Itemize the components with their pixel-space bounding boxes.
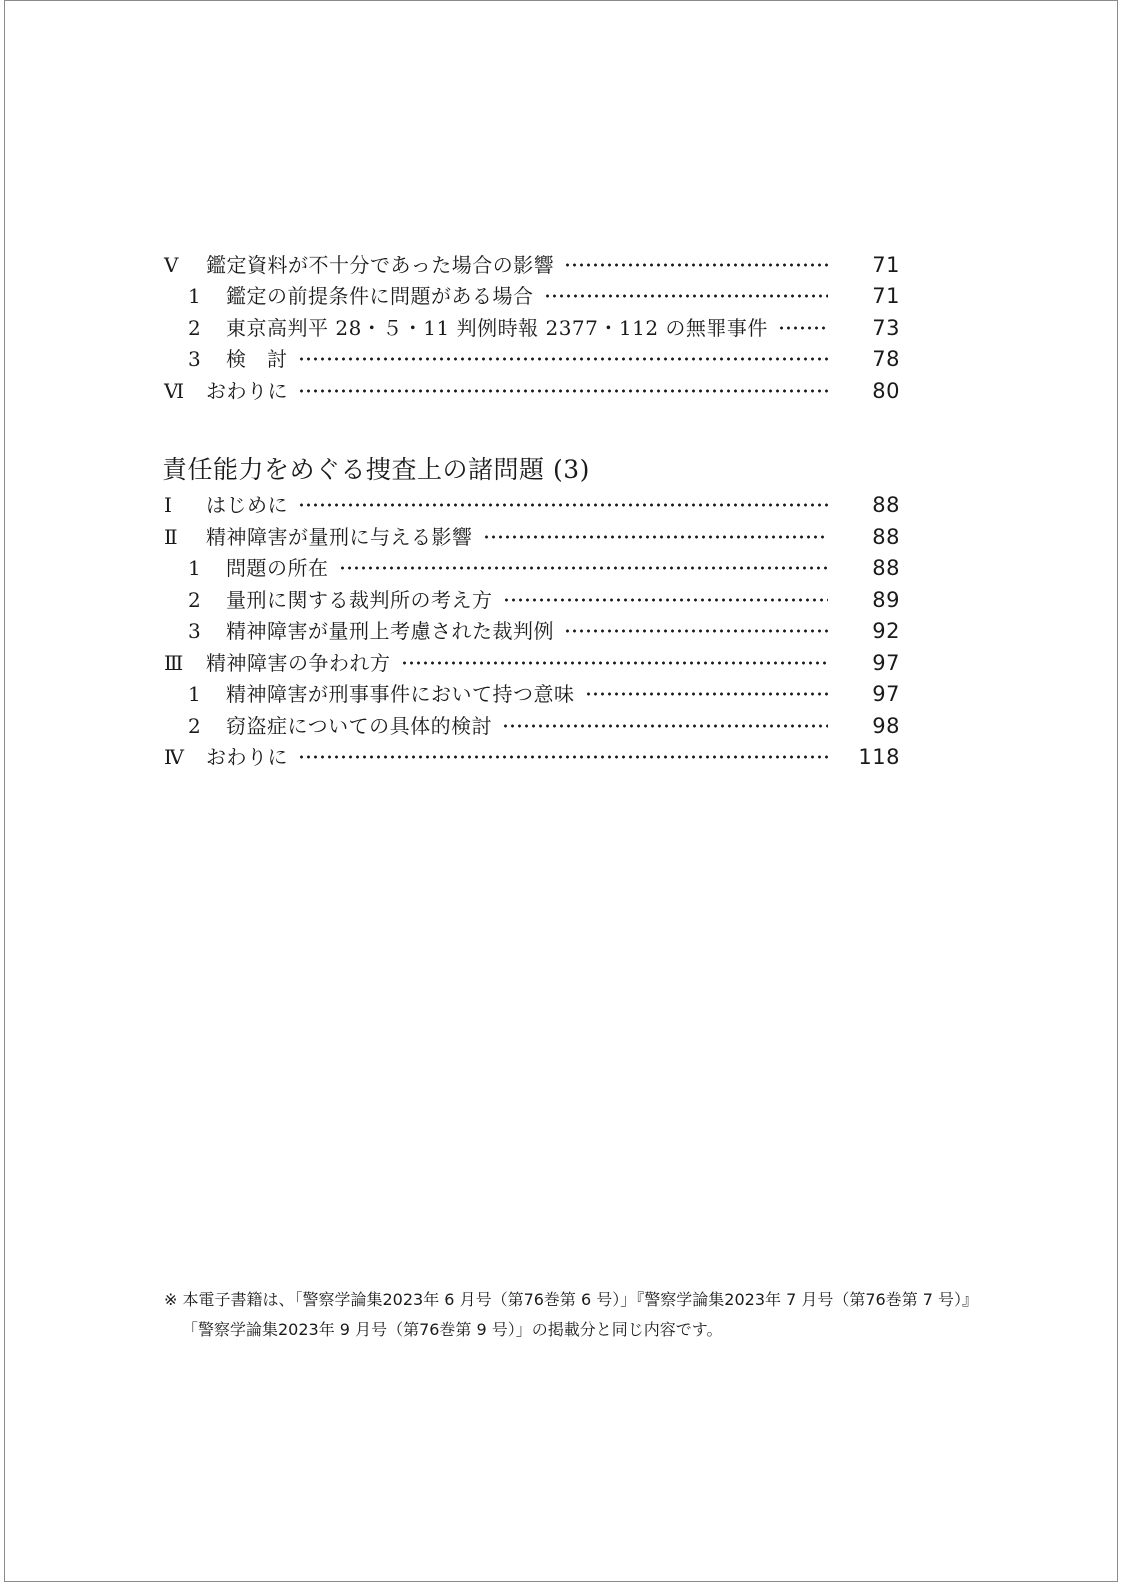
toc-entry-number: Ⅲ — [164, 651, 184, 675]
toc-entry-page: 80 — [872, 379, 900, 403]
toc-entry[interactable] — [164, 250, 910, 280]
toc-entry-page: 88 — [872, 556, 900, 580]
toc-leader-dots — [503, 585, 829, 615]
toc-entry-number: 1 — [188, 682, 201, 706]
toc-entry-label: 量刑に関する裁判所の考え方 — [226, 588, 493, 612]
toc-leader-dots — [564, 250, 828, 280]
toc-leader-dots — [298, 344, 829, 374]
toc-entry-page: 97 — [872, 682, 900, 706]
toc-leader-dots — [585, 679, 829, 709]
toc-entry-page: 71 — [872, 284, 900, 308]
article-title: 責任能力をめぐる捜査上の諸問題 (3) — [162, 455, 590, 484]
toc-entry[interactable] — [164, 616, 910, 646]
toc-leader-dots — [401, 648, 829, 678]
toc-entry-label: おわりに — [206, 745, 288, 769]
toc-leader-dots — [778, 313, 828, 343]
toc-entry[interactable] — [164, 490, 910, 520]
toc-entry-number: Ⅴ — [164, 253, 179, 277]
toc-entry-page: 98 — [872, 714, 900, 738]
toc-entry-label: おわりに — [206, 379, 288, 403]
toc-entry-page: 71 — [872, 253, 900, 277]
toc-leader-dots — [339, 553, 829, 583]
toc-entry-number: 2 — [188, 316, 201, 340]
toc-entry-page: 88 — [872, 493, 900, 517]
toc-leader-dots — [502, 711, 828, 741]
toc-entry[interactable] — [164, 376, 910, 406]
toc-entry-label: 精神障害が刑事事件において持つ意味 — [226, 682, 575, 706]
toc-entry-label: 検 討 — [226, 347, 288, 371]
toc-entry-page: 78 — [872, 347, 900, 371]
toc-entry-label: はじめに — [206, 493, 288, 517]
toc-leader-dots — [483, 522, 829, 552]
toc-entry-label: 窃盗症についての具体的検討 — [226, 714, 493, 738]
toc-entry-number: Ⅵ — [164, 379, 185, 403]
toc-entry-label: 東京高判平 28・５・11 判例時報 2377・112 の無罪事件 — [226, 316, 768, 340]
toc-entry[interactable] — [164, 585, 910, 615]
toc-entry-number: 3 — [188, 619, 201, 643]
toc-entry-number: Ⅳ — [164, 745, 184, 769]
toc-entry-page: 92 — [872, 619, 900, 643]
toc-entry-page: 118 — [858, 745, 900, 769]
toc-leader-dots — [298, 376, 828, 406]
publication-note-line-2: 「警察学論集2023年 9 月号（第76巻第 9 号）」の掲載分と同じ内容です。 — [182, 1320, 723, 1339]
toc-entry-label: 精神障害が量刑に与える影響 — [206, 525, 473, 549]
toc-leader-dots — [298, 742, 828, 772]
toc-entry-page: 97 — [872, 651, 900, 675]
toc-entry-label: 鑑定の前提条件に問題がある場合 — [226, 284, 534, 308]
toc-entry[interactable] — [164, 648, 910, 678]
toc-entry[interactable] — [164, 553, 910, 583]
toc-entry-label: 鑑定資料が不十分であった場合の影響 — [206, 253, 555, 277]
toc-leader-dots — [298, 490, 828, 520]
toc-entry[interactable] — [164, 742, 910, 772]
publication-note-line-1: ※ 本電子書籍は、「警察学論集2023年 6 月号（第76巻第 6 号）」『警察学論集2023年 7 月号（第76巻第 7 号）』 — [164, 1290, 979, 1309]
toc-entry-page: 73 — [872, 316, 900, 340]
toc-leader-dots — [564, 616, 828, 646]
toc-entry-page: 88 — [872, 525, 900, 549]
toc-entry[interactable] — [164, 679, 910, 709]
toc-entry-page: 89 — [872, 588, 900, 612]
toc-entry-number: 2 — [188, 588, 201, 612]
toc-entry-number: 2 — [188, 714, 201, 738]
publication-note — [164, 1285, 1064, 1345]
toc-entry[interactable] — [164, 711, 910, 741]
toc-entry-number: 1 — [188, 284, 201, 308]
toc-entry-number: 3 — [188, 347, 201, 371]
toc-entry[interactable] — [164, 281, 910, 311]
toc-leader-dots — [544, 281, 829, 311]
toc-entry-number: Ⅱ — [164, 525, 178, 549]
toc-entry-number: Ⅰ — [164, 493, 172, 517]
toc-entry[interactable] — [164, 313, 910, 343]
toc-entry-label: 精神障害が量刑上考慮された裁判例 — [226, 619, 554, 643]
toc-entry-label: 精神障害の争われ方 — [206, 651, 391, 675]
toc-entry[interactable] — [164, 522, 910, 552]
toc-entry-label: 問題の所在 — [226, 556, 329, 580]
toc-entry[interactable] — [164, 344, 910, 374]
toc-entry-number: 1 — [188, 556, 201, 580]
